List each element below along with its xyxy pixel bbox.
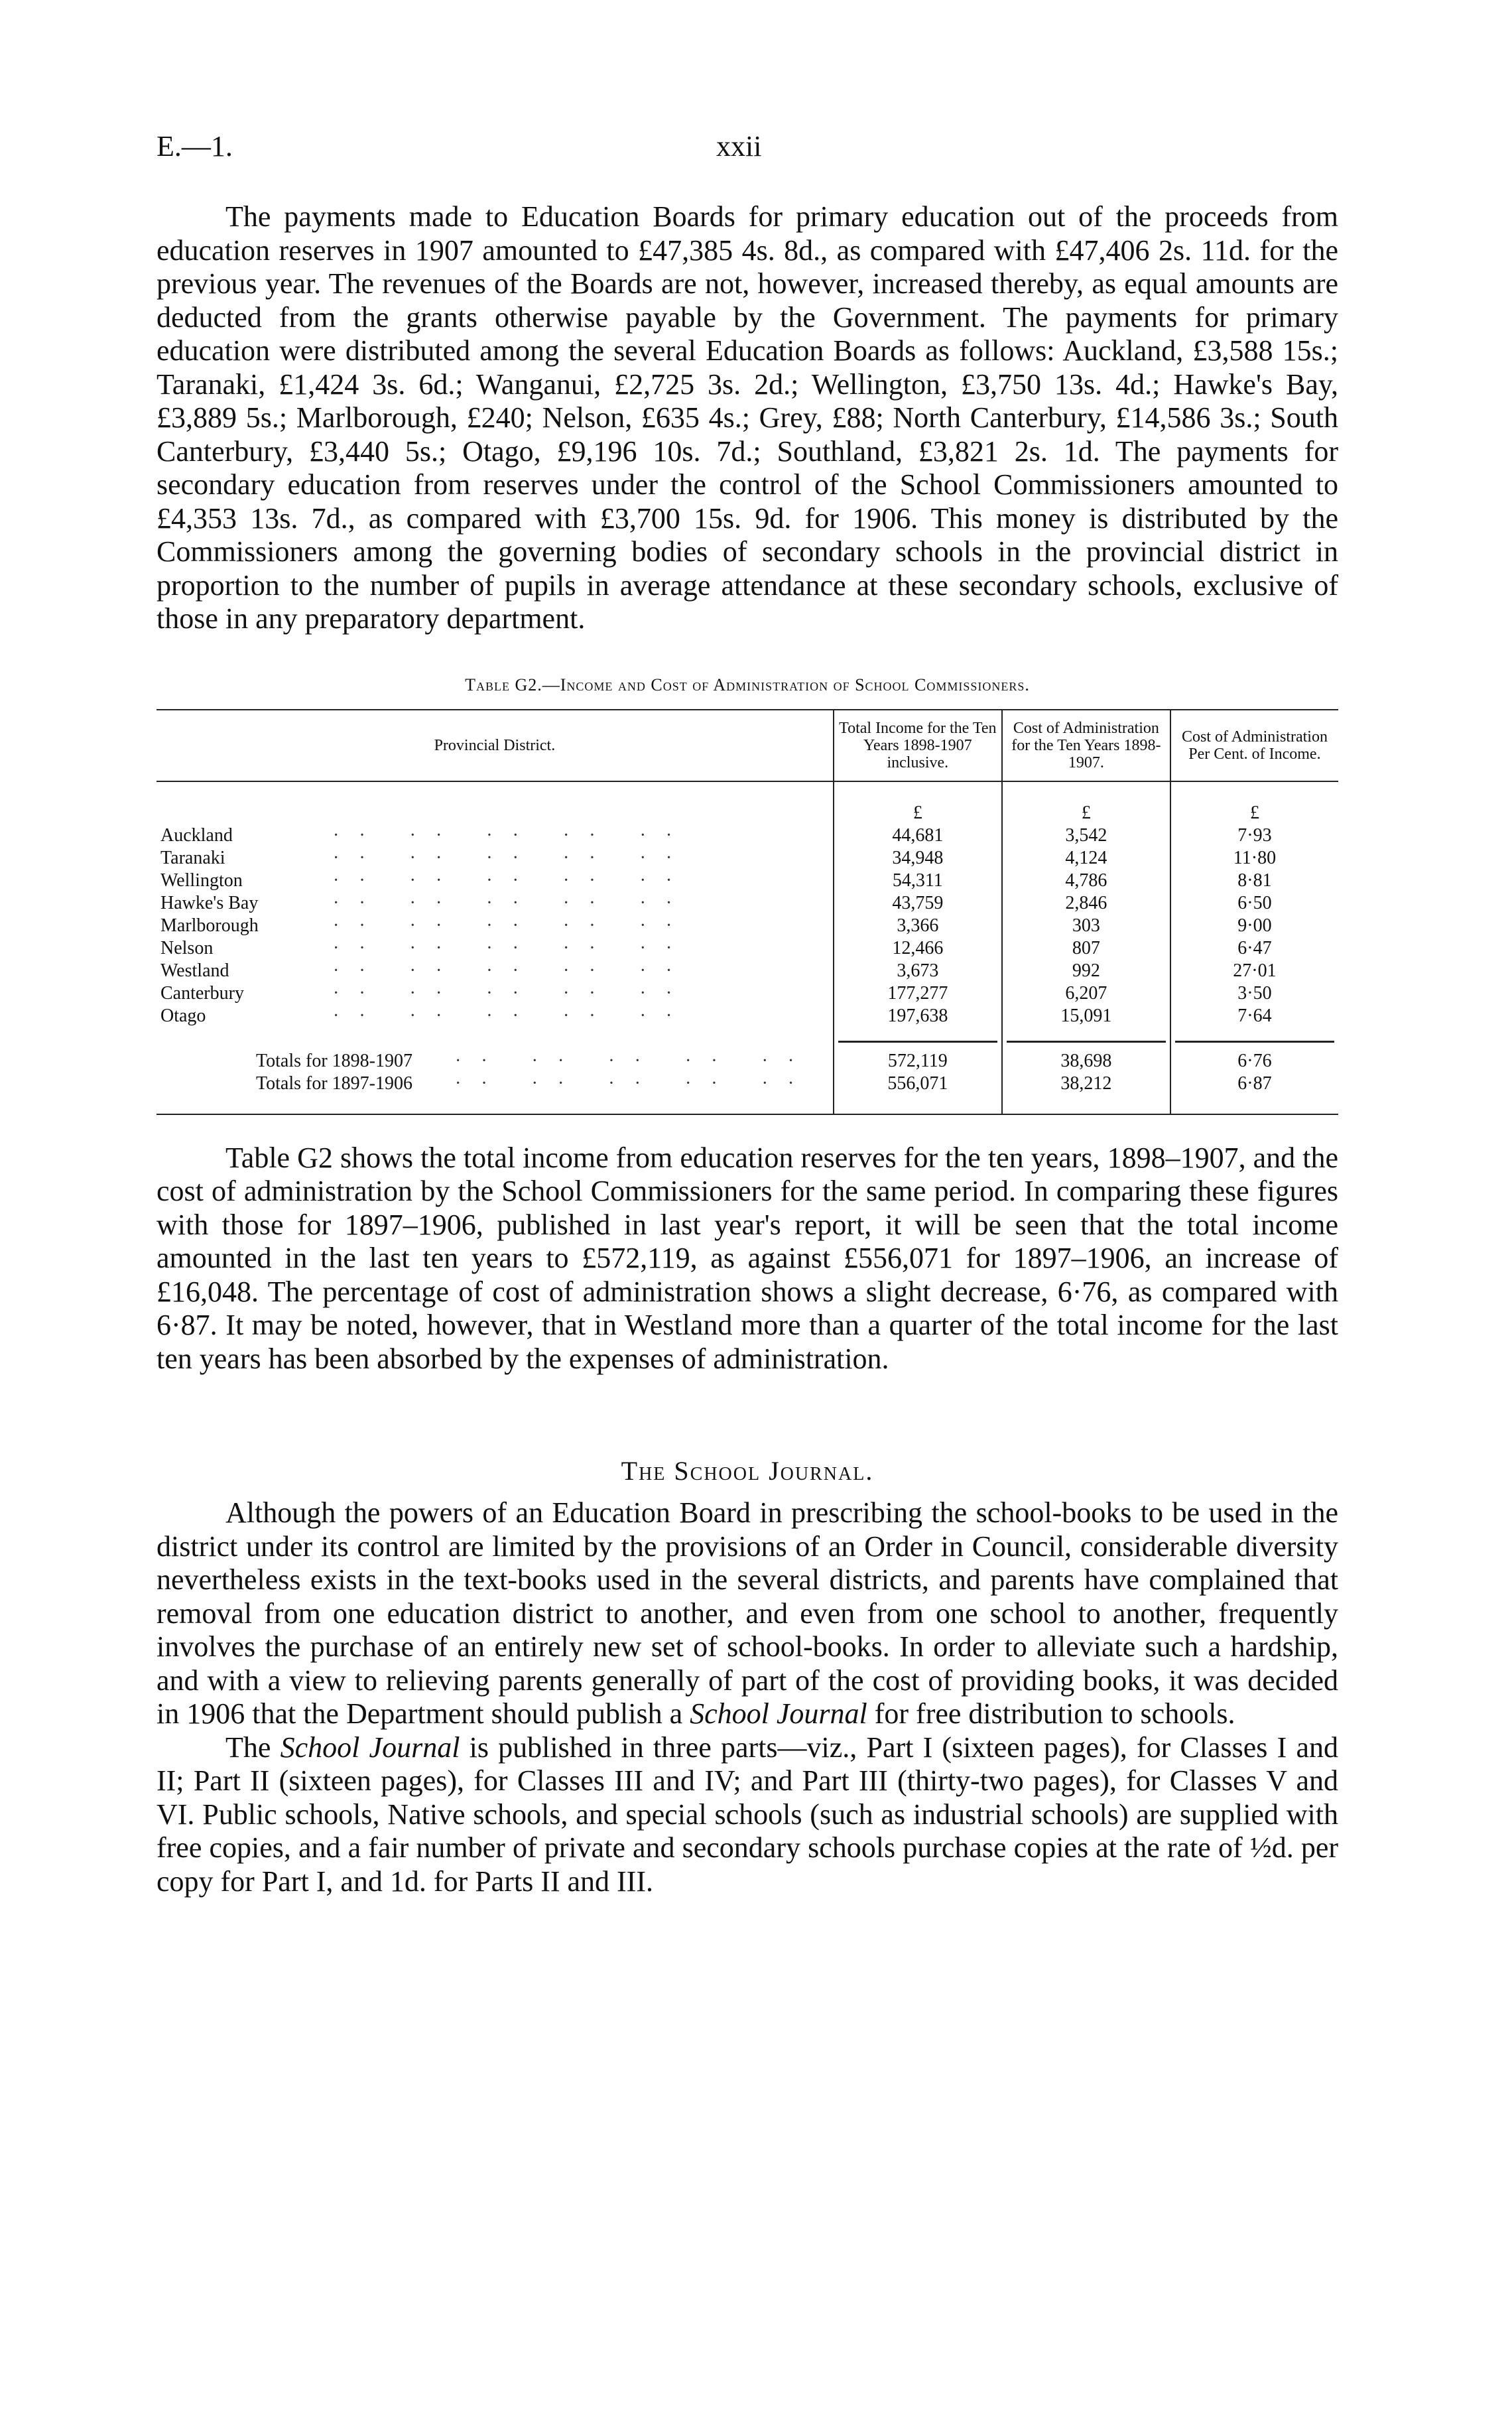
district-name: Nelson xyxy=(160,937,214,958)
rows-row xyxy=(157,937,1338,960)
cost-cell: 38,212 xyxy=(1002,1073,1170,1114)
cost-cell: 15,091 xyxy=(1002,1005,1170,1027)
income-cell: 54,311 xyxy=(834,870,1002,892)
rows-row xyxy=(157,870,1338,892)
leader-dots: ·· ·· ·· ·· ·· xyxy=(333,937,692,958)
income-cell: 177,277 xyxy=(834,982,1002,1005)
leader-dots: ·· ·· ·· ·· ·· xyxy=(333,982,692,1004)
district-name: Canterbury xyxy=(160,982,244,1004)
cost-cell: 38,698 xyxy=(1002,1050,1170,1073)
percent-cell: 7·93 xyxy=(1170,824,1338,847)
rows-row xyxy=(157,847,1338,870)
leader-dots: ·· ·· ·· ·· ·· xyxy=(455,1050,814,1071)
district-cell xyxy=(157,824,834,847)
rows-row xyxy=(157,824,1338,847)
totals-row xyxy=(157,1073,1338,1114)
district-name: Marlborough xyxy=(160,915,259,936)
text: The xyxy=(225,1731,271,1764)
cost-cell: 4,124 xyxy=(1002,847,1170,870)
running-header xyxy=(157,130,1338,170)
table-caption: Table G2.—Income and Cost of Administration of School Commissioners. xyxy=(465,675,1030,694)
district-name: Auckland xyxy=(160,824,233,846)
section-heading: The School Journal. xyxy=(621,1456,874,1486)
income-cell: 3,366 xyxy=(834,915,1002,937)
income-cell: 34,948 xyxy=(834,847,1002,870)
district-cell xyxy=(157,1005,834,1027)
district-cell xyxy=(157,960,834,982)
page-number: xxii xyxy=(716,130,762,163)
unit-percent: £ xyxy=(1170,781,1338,824)
district-name: Hawke's Bay xyxy=(160,892,259,913)
percent-cell: 3·50 xyxy=(1170,982,1338,1005)
district-cell xyxy=(157,870,834,892)
district-cell xyxy=(157,892,834,915)
leader-dots: ·· ·· ·· ·· ·· xyxy=(333,870,692,891)
district-name: Taranaki xyxy=(160,847,225,868)
italic-title: School Journal xyxy=(690,1697,867,1730)
report-code: E.—1. xyxy=(157,130,233,163)
italic-title: School Journal xyxy=(280,1731,460,1764)
rows-row xyxy=(157,960,1338,982)
table-g2 xyxy=(157,709,1338,1115)
percent-cell: 6·50 xyxy=(1170,892,1338,915)
col-header-percent: Cost of Administration Per Cent. of Income. xyxy=(1170,710,1338,781)
leader-dots: ·· ·· ·· ·· ·· xyxy=(333,915,692,936)
col-header-cost: Cost of Administration for the Ten Years 1898-1907. xyxy=(1002,710,1170,781)
district-cell xyxy=(157,915,834,937)
income-cell: 3,673 xyxy=(834,960,1002,982)
spacer-row xyxy=(157,1027,1338,1050)
income-cell: 44,681 xyxy=(834,824,1002,847)
percent-cell: 7·64 xyxy=(1170,1005,1338,1027)
cost-cell: 3,542 xyxy=(1002,824,1170,847)
cost-cell: 303 xyxy=(1002,915,1170,937)
unit-income: £ xyxy=(834,781,1002,824)
percent-cell: 9·00 xyxy=(1170,915,1338,937)
district-name: Westland xyxy=(160,960,229,981)
text: for free distribution to schools. xyxy=(874,1697,1235,1730)
percent-cell: 6·47 xyxy=(1170,937,1338,960)
district-name: Otago xyxy=(160,1005,206,1026)
percent-cell: 8·81 xyxy=(1170,870,1338,892)
text: is published in three parts—viz., Part I (sixteen pages), for Classes I and II; Part II (sixteen pages), for Classes III and IV; and Part III (thirty-two pages), for Classes V and VI. Public schools, Native schools, and special schools (such as industrial schools) are supplied with free copies, and a fair number of private and secondary schools purchase copies at the rate of ½d. per copy for Part I, and 1d. for Parts II and III. xyxy=(157,1731,1339,1898)
income-cell: 12,466 xyxy=(834,937,1002,960)
percent-cell: 27·01 xyxy=(1170,960,1338,982)
paragraph-school-books xyxy=(157,1496,1338,1731)
district-name: Totals for 1897-1906 xyxy=(256,1073,413,1094)
percent-cell: 6·87 xyxy=(1170,1073,1338,1114)
paragraph-table-commentary: Table G2 shows the total income from education reserves for the ten years, 1898–1907, and the cost of administration by the School Commissioners for the same period. In comparing these figures with those for 1897–1906, published in last year's report, it will be seen that the total income amounted in the last ten years to £572,119, as against £556,071 for 1897–1906, an increase of £16,048. The percentage of cost of administration shows a slight decrease, 6·76, as compared with 6·87. It may be noted, however, that in Westland more than a quarter of the total income for the last ten years has been absorbed by the expenses of administration. xyxy=(157,1141,1338,1375)
rows-row xyxy=(157,982,1338,1005)
cost-cell: 807 xyxy=(1002,937,1170,960)
leader-dots: ·· ·· ·· ·· ·· xyxy=(333,892,692,913)
district-cell xyxy=(157,982,834,1005)
cost-cell: 992 xyxy=(1002,960,1170,982)
text: Although the powers of an Education Board in prescribing the school-books to be used in the district under its control are limited by the provisions of an Order in Council, considerable diversity nevertheless exists in the text-books used in the several districts, and parents have complained that removal from one education district to another, and even from one school to another, frequently involves the purchase of an entirely new set of school-books. In order to alleviate such a hardship, and with a view to relieving parents generally of part of the cost of providing books, it was decided in 1906 that the Department should publish a xyxy=(157,1496,1338,1730)
income-cell: 43,759 xyxy=(834,892,1002,915)
col-header-district: Provincial District. xyxy=(157,710,834,781)
district-cell xyxy=(157,847,834,870)
percent-cell: 11·80 xyxy=(1170,847,1338,870)
income-cell: 197,638 xyxy=(834,1005,1002,1027)
leader-dots: ·· ·· ·· ·· ·· xyxy=(455,1073,814,1094)
units-row xyxy=(157,781,1338,824)
paragraph-journal-parts xyxy=(157,1731,1338,1899)
leader-dots: ·· ·· ·· ·· ·· xyxy=(333,1005,692,1026)
cost-cell: 6,207 xyxy=(1002,982,1170,1005)
cost-cell: 4,786 xyxy=(1002,870,1170,892)
income-cell: 572,119 xyxy=(834,1050,1002,1073)
col-header-income: Total Income for the Ten Years 1898-1907 inclusive. xyxy=(834,710,1002,781)
paragraph-reserves-payments: The payments made to Education Boards for primary education out of the proceeds from education reserves in 1907 amounted to £47,385 4s. 8d., as compared with £47,406 2s. 11d. for the previous year. The revenues of the Boards are not, however, increased thereby, as equal amounts are deducted from the grants otherwise payable by the Government. The payments for primary education were distributed among the several Education Boards as follows: Auckland, £3,588 15s.; Taranaki, £1,424 3s. 6d.; Wanganui, £2,725 3s. 2d.; Wellington, £3,750 13s. 4d.; Hawke's Bay, £3,889 5s.; Marlborough, £240; Nelson, £635 4s.; Grey, £88; North Canterbury, £14,586 3s.; South Canterbury, £3,440 5s.; Otago, £9,196 10s. 7d.; Southland, £3,821 2s. 1d. The payments for secondary education from reserves under the control of the School Commissioners amounted to £4,353 13s. 7d., as compared with £3,700 15s. 9d. for 1906. This money is distributed by the Commissioners among the governing bodies of secondary schools in the provincial district in proportion to the number of pupils in average attendance at these secondary schools, exclusive of those in any preparatory department. xyxy=(157,200,1338,635)
income-cell: 556,071 xyxy=(834,1073,1002,1114)
leader-dots: ·· ·· ·· ·· ·· xyxy=(333,847,692,868)
district-cell xyxy=(157,1073,834,1114)
unit-cost: £ xyxy=(1002,781,1170,824)
rows-row xyxy=(157,915,1338,937)
rows-row xyxy=(157,892,1338,915)
leader-dots: ·· ·· ·· ·· ·· xyxy=(333,824,692,846)
district-cell xyxy=(157,937,834,960)
district-name: Wellington xyxy=(160,870,243,891)
rows-row xyxy=(157,1005,1338,1027)
totals-row xyxy=(157,1050,1338,1073)
district-cell xyxy=(157,1050,834,1073)
cost-cell: 2,846 xyxy=(1002,892,1170,915)
leader-dots: ·· ·· ·· ·· ·· xyxy=(333,960,692,981)
percent-cell: 6·76 xyxy=(1170,1050,1338,1073)
district-name: Totals for 1898-1907 xyxy=(256,1050,413,1071)
